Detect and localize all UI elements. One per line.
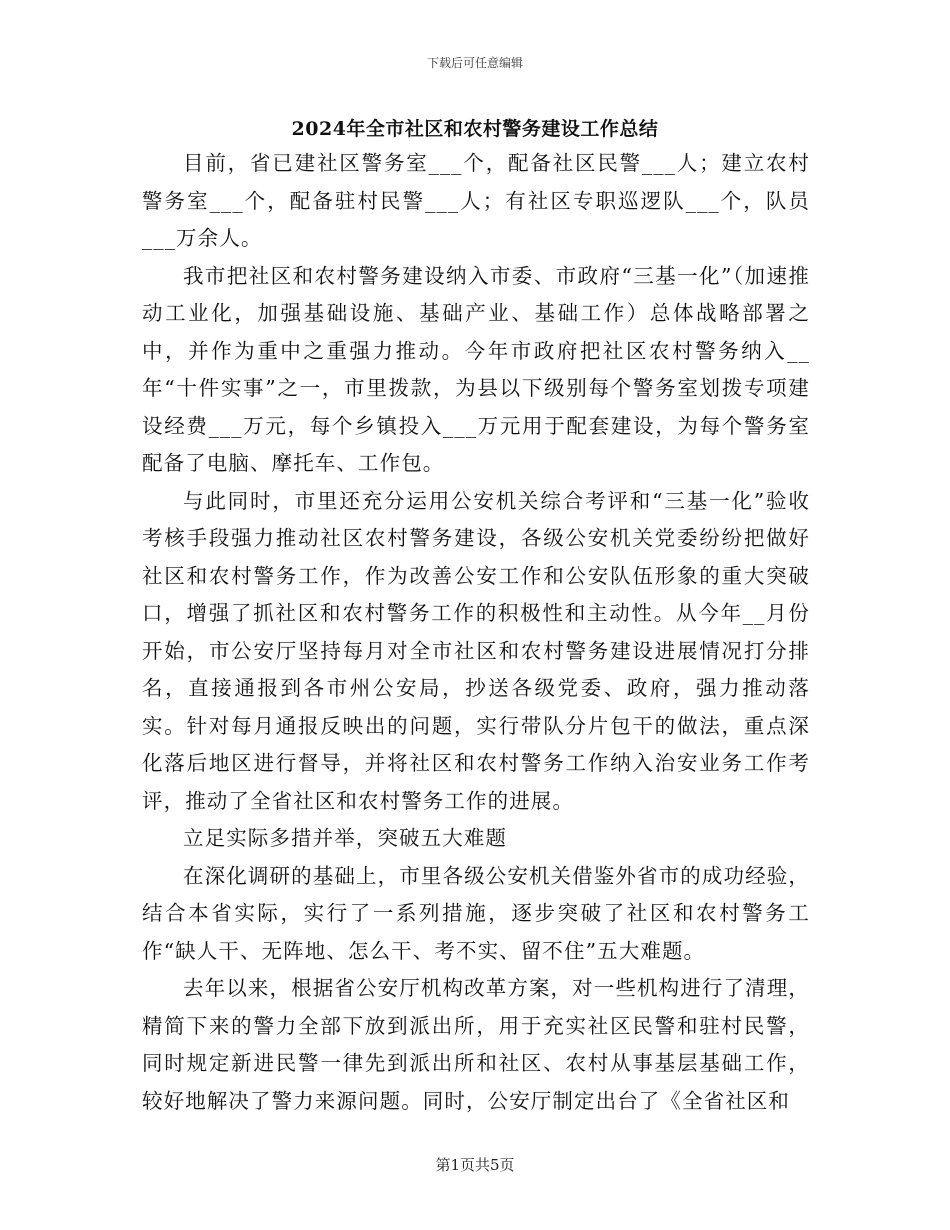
paragraph: 与此同时，市里还充分运用公安机关综合考评和“三基一化”验收考核手段强力推动社区农村警务建设，各级公安机关党委纷纷把做好社区和农村警务工作，作为改善公安工作和公安队伍形象的重大突破口，增强了抓社区和农村警务工作的积极性和主动性。从今年__月份开始，市公安厅坚持每月对全市社区和农村警务建设进展情况打分排名，直接通报到各市州公安局，抄送各级党委、政府，强力推动落实。针对每月通报反映出的问题，实行带队分片包干的做法，重点深化落后地区进行督导，并将社区和农村警务工作纳入治安业务工作考评，推动了全省社区和农村警务工作的进展。 bbox=[142, 488, 810, 813]
paragraph: 我市把社区和农村警务建设纳入市委、市政府“三基一化”（加速推动工业化，加强基础设施、基础产业、基础工作）总体战略部署之中，并作为重中之重强力推动。今年市政府把社区农村警务纳入__年“十件实事”之一，市里拨款，为县以下级别每个警务室划拨专项建设经费___万元，每个乡镇投入___万元用于配套建设，为每个警务室配备了电脑、摩托车、工作包。 bbox=[142, 263, 810, 475]
document-body bbox=[142, 145, 810, 1120]
document-title: 2024年全市社区和农村警务建设工作总结 bbox=[291, 118, 659, 140]
paragraph: 在深化调研的基础上，市里各级公安机关借鉴外省市的成功经验，结合本省实际，实行了一系列措施，逐步突破了社区和农村警务工作“缺人干、无阵地、怎么干、考不实、留不住”五大难题。 bbox=[142, 863, 810, 963]
paragraph: 目前，省已建社区警务室___个，配备社区民警___人；建立农村警务室___个，配备驻村民警___人；有社区专职巡逻队___个，队员___万余人。 bbox=[142, 151, 810, 250]
paragraph: 去年以来，根据省公安厅机构改革方案，对一些机构进行了清理，精简下来的警力全部下放到派出所，用于充实社区民警和驻村民警，同时规定新进民警一律先到派出所和社区、农村从事基层基础工作，较好地解决了警力来源问题。同时，公安厅制定出台了《全省社区和 bbox=[142, 976, 810, 1113]
header-note: 下载后可任意编辑 bbox=[426, 56, 523, 70]
section-heading: 立足实际多措并举，突破五大难题 bbox=[183, 826, 507, 850]
page-number: 第1页共5页 bbox=[435, 1156, 515, 1174]
